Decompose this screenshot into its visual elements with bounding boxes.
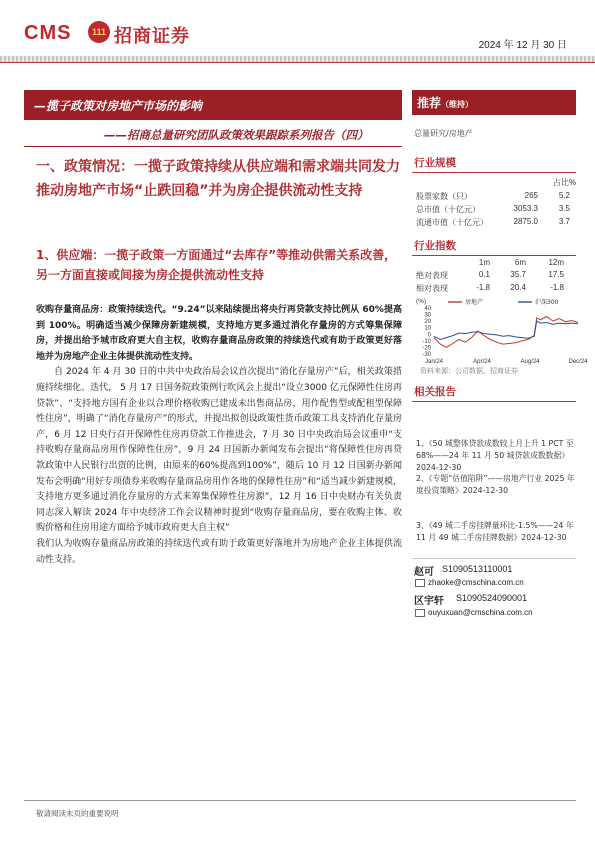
logo-cms: CMS [24, 22, 72, 44]
y-tick-label: 40 [424, 306, 431, 312]
scale-row-value: 265 [524, 191, 538, 200]
email-icon [415, 609, 425, 617]
x-tick-label: Aug/24 [520, 359, 540, 365]
related-report-item[interactable]: 1、《50 城整体贷款成数较上月上升 1 PCT 至 68%——24 年 11 月 50 城贷款成数数据》2024-12-30 [416, 439, 574, 472]
scale-row-pct: 5.2 [558, 191, 570, 200]
x-tick-label: Jan/24 [424, 359, 444, 365]
rating-sub: （维持） [441, 100, 474, 109]
series-line [434, 317, 578, 348]
logo-emblem-icon: 111 [88, 21, 110, 43]
index-cell: 17.5 [548, 270, 564, 279]
scale-row-pct: 3.5 [558, 204, 570, 213]
scale-row-value: 3053.3 [513, 204, 538, 213]
y-tick-label: 30 [424, 312, 431, 319]
chart-source: 资料来源：公司数据、招商证券 [420, 367, 518, 375]
legend-label: 沪深300 [535, 299, 559, 306]
analyst-email[interactable]: zhaoke@cmschina.com.cn [428, 578, 524, 587]
title-divider [24, 146, 402, 147]
x-tick-label: Apr/24 [473, 359, 491, 365]
legend-label: 房地产 [465, 299, 484, 306]
related-report-item[interactable]: 3、《49 城二手房挂牌量环比-1.5%——24 年 11 月 49 城二手房挂牌数据》2024-12-30 [416, 521, 574, 542]
index-title: 行业指数 [414, 240, 456, 252]
scale-row-label: 流通市值（十亿元） [416, 218, 488, 227]
related-title: 相关报告 [414, 386, 456, 398]
analyst-email[interactable]: ouyuxuan@cmschina.com.cn [428, 608, 533, 617]
rating-label [417, 94, 473, 111]
logo-chinese: 招商证券 [114, 26, 190, 47]
footer-note: 敬请阅读末页的重要说明 [36, 809, 119, 818]
para-detail: 自 2024 年 4 月 30 日的中共中央政治局会议首次提出“消化存量房产”后，相关政策措施持续细化、迭代， 5 月 17 日国务院政策例行吹风会上提出“设立3000 亿元保障性住房再贷款”、“支持地方国有企业以合理价格收购已建成未出售商品房，用作配售型或配租型保障性住房”，明确了“消化存量房产”的形式，并提出拟创设政策性货币政策工具支持消化存量房产，6 月 12 日央行召开保障性住房再贷款工作推进会，7 月 30 日中央政治局会议重申“支持收购存量商品房用作保障性住房”，9 月 24 日国新办新闻发布会提出“将保障性住房再贷款政策中人民银行出资的比例，由原来的60%提高到100%”，随后 10 月 12 日国新办新闻发布会明确“用好专项债券来收购存量商品房用作各地的保障性住房”和“适当减少新建规模，支持地方更多通过消化存量房的方式来筹集保障性住房源”，12 月 16 日中央财办有关负责同志深入解读 2024 年中央经济工作会议精神时提到“收购存量商品房，要在收购主体、收购价格和住房用途方面给予城市政府更大自主权” [36, 367, 402, 534]
scale-row-pct: 3.7 [558, 217, 570, 226]
y-tick-label: 10 [424, 325, 431, 332]
y-tick-label: 0 [427, 332, 431, 339]
analyst-id: S1090513110001 [442, 564, 513, 574]
related-report-item[interactable]: 2、《专题“估值陷阱”——房地产行业 2025 年度投资策略》2024-12-30 [416, 474, 575, 495]
report-title: —揽子政策对房地产市场的影响 [34, 99, 203, 113]
body-text [36, 303, 402, 568]
scale-unit-header: 占比% [552, 178, 576, 187]
sub-heading: 1、供应端：一揽子政策一方面通过“去库存”等推动供需关系改善，另一方面直接或间接为房企提供流动性支持 [36, 248, 397, 282]
y-tick-label: -30 [422, 352, 431, 358]
series-line [434, 321, 578, 339]
x-tick-label: Dec/24 [568, 359, 588, 365]
footer-divider [24, 800, 576, 801]
y-tick-label: 20 [424, 319, 431, 326]
scale-row-value: 2875.0 [513, 217, 538, 226]
section-heading: 一、政策情况：一揽子政策持续从供应端和需求端共同发力推动房地产市场“止跌回稳”并为房企提供流动性支持 [36, 159, 400, 199]
industry-index-chart [412, 294, 588, 365]
index-divider [412, 255, 576, 256]
para-conclusion: 我们认为收购存量商品房政策的持续迭代或有助于政策更好落地并为房地产企业主体提供流动性支持。 [36, 538, 402, 565]
para-bold: 收购存量商品房：政策持续迭代。“9.24”以来陆续提出将央行再贷款支持比例从 60%提高到 100%。明确适当减少保障房新建规模，支持地方更多通过消化存量房的方式筹集保障房，并提出给予城市政府更大自主权，收购存量商品房政策的持续迭代或有助于政策更好落地并为房地产企业主体提供流动性支持。 [36, 305, 402, 362]
index-cell: -1.8 [476, 283, 490, 292]
index-row-label: 绝对表现 [416, 271, 448, 280]
analyst-id: S1090524090001 [456, 593, 528, 603]
index-header: 1m [478, 258, 490, 267]
y-tick-label: -20 [422, 345, 431, 352]
index-row-label: 相对表现 [416, 284, 448, 293]
related-divider [412, 401, 576, 402]
rating-text: 推荐 [417, 96, 442, 110]
email-icon [415, 579, 425, 587]
report-category: 总量研究/房地产 [414, 129, 473, 138]
scale-row-label: 股票家数（只） [416, 192, 472, 201]
index-cell: 35.7 [510, 270, 526, 279]
index-header: 6m [514, 258, 526, 267]
y-tick-label: -10 [422, 338, 431, 345]
analyst-divider [412, 558, 576, 559]
analyst-name: 区宇轩 [414, 596, 444, 607]
index-cell: 20.4 [510, 283, 526, 292]
index-cell: 0.1 [478, 270, 490, 279]
scale-row-label: 总市值（十亿元） [416, 205, 480, 214]
analyst-name: 赵可 [414, 567, 434, 578]
report-date: 2024 年 12 月 30 日 [478, 40, 567, 51]
scale-title: 行业规模 [414, 157, 456, 169]
index-cell: -1.8 [550, 283, 564, 292]
index-header: 12m [548, 258, 564, 267]
report-subtitle: ——招商总量研究团队政策效果跟踪系列报告（四） [104, 128, 369, 142]
header-divider [0, 62, 595, 63]
scale-divider [412, 172, 576, 173]
chart-ylabel: (%) [416, 298, 427, 305]
